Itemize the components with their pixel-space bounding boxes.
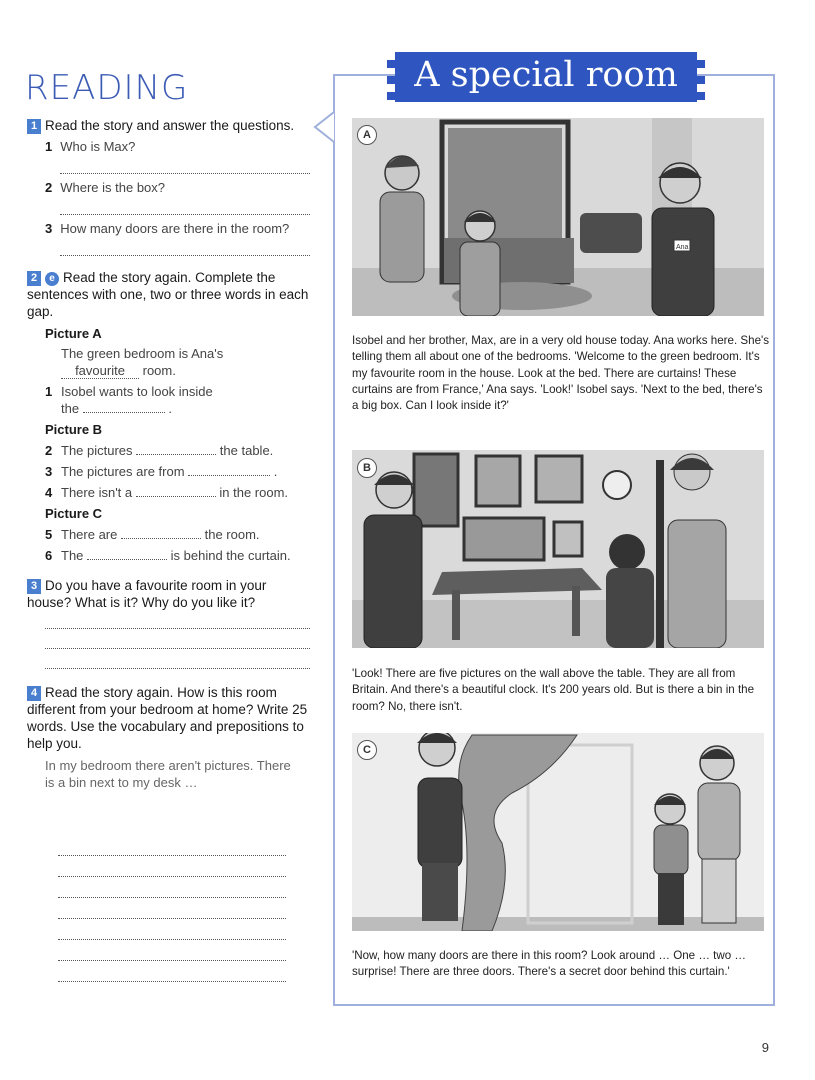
picture-a-illustration (352, 118, 764, 316)
picture-c-label: C (357, 740, 377, 760)
exercise-1-text: Read the story and answer the questions. (45, 118, 295, 133)
exercise-3-text: Do you have a favourite room in your house? What is it? Why do you like it? (27, 578, 267, 610)
exercise-1-instruction (27, 117, 312, 134)
ex1-answer-line-3[interactable] (60, 255, 310, 256)
ex4-answer-line-7[interactable] (58, 981, 286, 982)
ex3-answer-line-3[interactable] (45, 668, 310, 669)
ex2-sentence-1-cont: the . (61, 401, 172, 416)
exercise-3-number: 3 (27, 579, 41, 594)
ex2-example-line: The green bedroom is Ana's (61, 346, 224, 361)
ex2-sentence-6: 6 The is behind the curtain. (45, 548, 291, 563)
story-title: A special room (414, 55, 678, 95)
picture-c-illustration (352, 733, 764, 931)
story-text-a: Isobel and her brother, Max, are in a very old house today. Ana works here. She's telling them all about one of the bedrooms. 'Welcome to the green bedroom. It's my favourite room in the house. Look at the bed. There are curtains! These curtains are from France,' Ana says. 'Look!' Isobel says. 'Next to the bed, there's a big box. Can I look inside it?' (352, 334, 770, 413)
section-heading: READING (25, 68, 189, 108)
story-text-b: 'Look! There are five pictures on the wall above the table. They are all from Britain. And there's a beautiful clock. It's 200 years old. But is there a bin in the room? No, there isn't. (352, 667, 755, 713)
ex2-sentence-5: 5 There are the room. (45, 527, 260, 542)
ex4-answer-line-3[interactable] (58, 897, 286, 898)
exercise-3-instruction (27, 577, 312, 611)
picture-b-heading: Picture B (45, 422, 103, 437)
ex2-gap-6[interactable] (87, 559, 167, 560)
ex2-sentence-2: 2 The pictures the table. (45, 443, 274, 458)
ex2-example-answer: favourite room. (61, 363, 176, 379)
page-number: 9 (761, 1040, 769, 1055)
ex1-answer-line-1[interactable] (60, 173, 310, 174)
picture-a-label: A (357, 125, 377, 145)
svg-text:Ana: Ana (676, 244, 689, 251)
ex2-sentence-4: 4 There isn't a in the room. (45, 485, 289, 500)
ex2-gap-2[interactable] (136, 454, 216, 455)
ex2-sentence-3: 3 The pictures are from . (45, 464, 278, 479)
exercise-2-instruction (27, 269, 312, 320)
exercise-4-text: Read the story again. How is this room different from your bedroom at home? Write 25 words. Use the vocabulary and prepositions to help you. (27, 685, 308, 751)
ex2-gap-4[interactable] (136, 496, 216, 497)
ex3-answer-line-1[interactable] (45, 628, 310, 629)
ex4-answer-line-1[interactable] (58, 855, 286, 856)
extra-practice-icon: e (45, 272, 59, 286)
ex1-question-3: 3 How many doors are there in the room? (45, 221, 290, 236)
ex4-answer-line-6[interactable] (58, 960, 286, 961)
ex1-question-1: 1 Who is Max? (45, 139, 136, 154)
ex2-gap-5[interactable] (121, 538, 201, 539)
picture-c-heading: Picture C (45, 506, 103, 521)
ex1-question-2: 2 Where is the box? (45, 180, 166, 195)
picture-b-illustration (352, 450, 764, 648)
exercise-4-instruction (27, 684, 312, 752)
ex2-gap-1[interactable] (83, 412, 165, 413)
picture-a-heading: Picture A (45, 326, 102, 341)
ex1-answer-line-2[interactable] (60, 214, 310, 215)
exercise-2-text: Read the story again. Complete the sentences with one, two or three words in each gap. (27, 270, 309, 319)
story-text-c: 'Now, how many doors are there in this room? Look around … One … two … surprise! There are three doors. There's a secret door behind this curtain.' (352, 949, 747, 979)
ex2-gap-3[interactable] (188, 475, 270, 476)
exercise-1-number: 1 (27, 119, 41, 134)
exercise-2-number: 2 (27, 271, 41, 286)
picture-b-label: B (357, 458, 377, 478)
ex4-answer-line-4[interactable] (58, 918, 286, 919)
ex4-answer-line-2[interactable] (58, 876, 286, 877)
ex4-answer-line-5[interactable] (58, 939, 286, 940)
panel-pointer (313, 112, 337, 144)
ex4-example: In my bedroom there aren't pictures. There is a bin next to my desk … (45, 758, 291, 790)
exercise-4-number: 4 (27, 686, 41, 701)
ex2-sentence-1: 1 Isobel wants to look inside (45, 384, 213, 399)
ex3-answer-line-2[interactable] (45, 648, 310, 649)
